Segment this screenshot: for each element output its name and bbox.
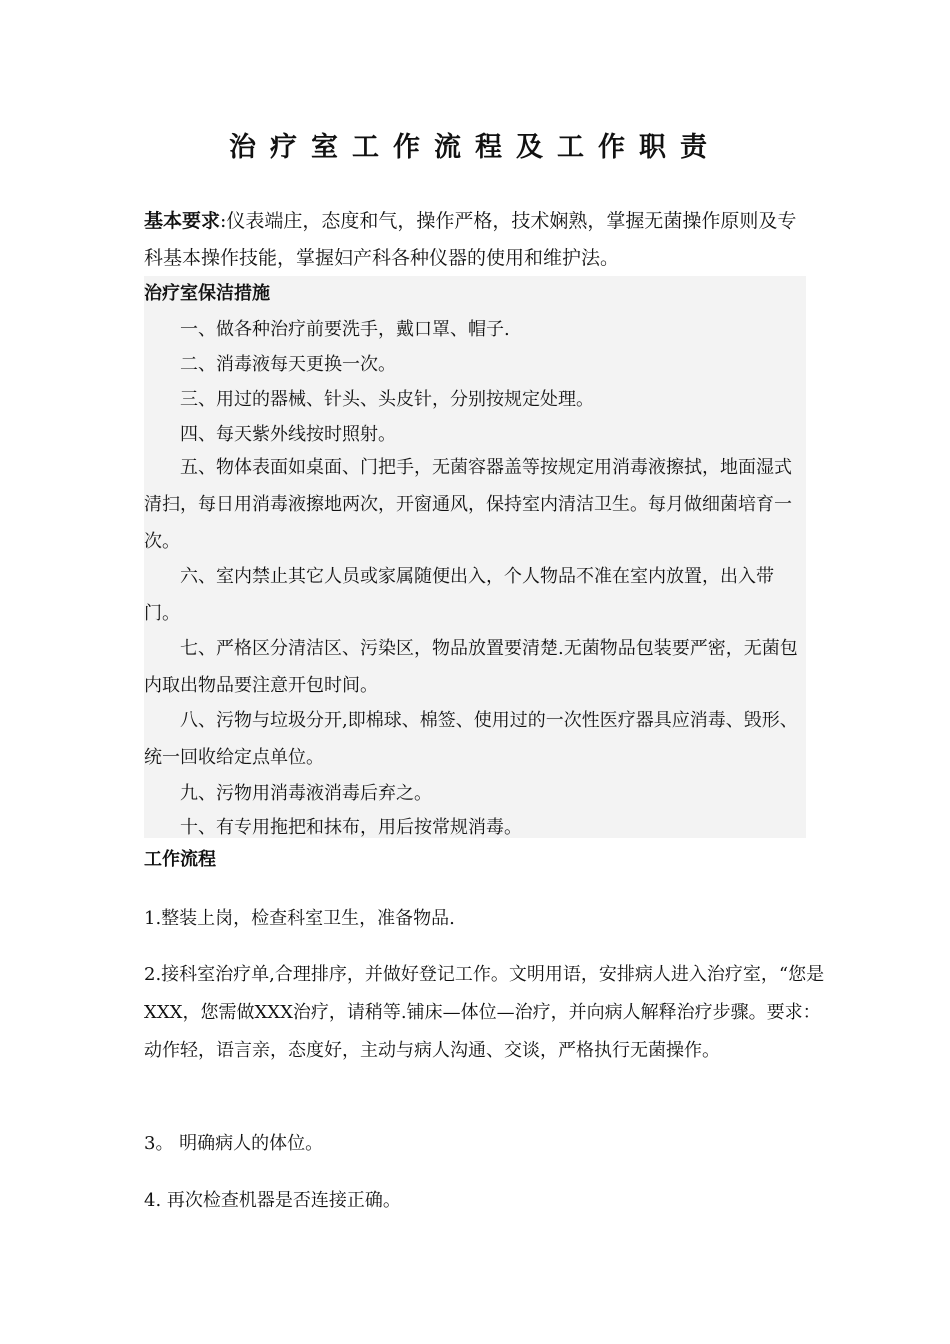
cleaning-item: 九、污物用消毒液消毒后弃之。 — [180, 783, 432, 804]
document-title: 治疗室工作流程及工作职责 — [229, 132, 721, 163]
cleaning-item: 五、物体表面如桌面、门把手，无菌容器盖等按规定用消毒液擦拭，地面湿式清扫，每日用消毒液擦地两次，开窗通风，保持室内清洁卫生。每月做细菌培育一次。 — [144, 457, 792, 552]
workflow-step: 1.整装上岗，检查科室卫生，准备物品. — [144, 908, 455, 929]
cleaning-section-heading: 治疗室保洁措施 — [144, 283, 270, 304]
workflow-step: 3。 明确病人的体位。 — [144, 1133, 324, 1154]
workflow-section-heading: 工作流程 — [144, 849, 216, 870]
workflow-step: 4. 再次检查机器是否连接正确。 — [144, 1190, 401, 1211]
basic-requirements — [144, 203, 814, 277]
basic-requirements-label: 基本要求 — [144, 210, 221, 232]
cleaning-item: 四、每天紫外线按时照射。 — [180, 424, 396, 445]
cleaning-item: 七、严格区分清洁区、污染区，物品放置要清楚.无菌物品包装要严密，无菌包内取出物品要注意开包时间。 — [144, 638, 798, 696]
cleaning-item: 一、做各种治疗前要洗手，戴口罩、帽子. — [180, 319, 510, 340]
cleaning-item: 十、有专用拖把和抹布，用后按常规消毒。 — [180, 817, 522, 838]
cleaning-item: 六、室内禁止其它人员或家属随便出入，个人物品不准在室内放置，出入带门。 — [144, 566, 774, 624]
cleaning-item: 八、污物与垃圾分开,即棉球、棉签、使用过的一次性医疗器具应消毒、毁形、统一回收给定点单位。 — [144, 710, 798, 768]
cleaning-item: 三、用过的器械、针头、头皮针，分别按规定处理。 — [180, 389, 594, 410]
basic-requirements-text: :仪表端庄，态度和气，操作严格，技术娴熟，掌握无菌操作原则及专科基本操作技能，掌握妇产科各种仪器的使用和维护法。 — [144, 210, 797, 269]
cleaning-item: 二、消毒液每天更换一次。 — [180, 354, 396, 375]
workflow-step: 2.接科室治疗单,合理排序，并做好登记工作。文明用语，安排病人进入治疗室，“您是XXX，您需做XXX治疗，请稍等.铺床—体位—治疗，并向病人解释治疗步骤。要求：动作轻，语言亲，态度好，主动与病人沟通、交谈，严格执行无菌操作。 — [144, 964, 825, 1061]
